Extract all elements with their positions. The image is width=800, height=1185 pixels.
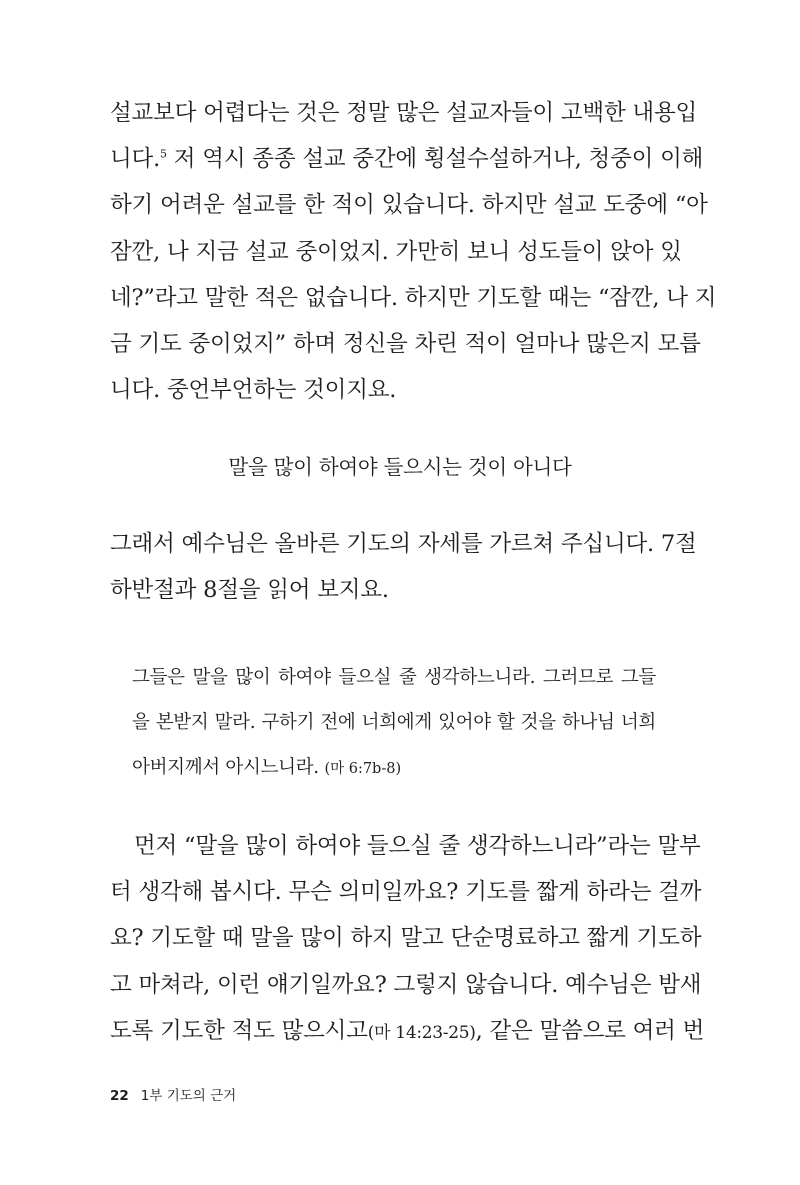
paragraph-1 (110, 90, 717, 413)
paragraph-3 (110, 823, 705, 1056)
page-footer (110, 1087, 236, 1105)
section-subheading: 말을 많이 하여야 들으시는 것이 아니다 (228, 455, 572, 479)
text-line: 설교보다 어렵다는 것은 정말 많은 설교자들이 고백한 내용입 (110, 100, 698, 126)
text-line (110, 136, 704, 182)
scripture-reference: (마 14:23-25) (367, 1022, 476, 1043)
text-line: 고 마쳐라, 이런 얘기일까요? 그렇지 않습니다. 예수님은 밤새 (110, 971, 702, 998)
text-fragment: , 같은 말씀으로 여러 번 (475, 1017, 705, 1044)
text-fragment: 저 역시 종종 설교 중간에 횡설수설하거나, 청중이 이해 (166, 146, 704, 173)
text-line: 니다. 중언부언하는 것이지요. (110, 377, 397, 404)
paragraph-2 (110, 521, 697, 613)
footnote-marker[interactable]: 5 (160, 147, 167, 161)
text-line: 하기 어려운 설교를 한 적이 있습니다. 하지만 설교 도중에 “아 (110, 192, 708, 219)
text-line: 잠깐, 나 지금 설교 중이었지. 가만히 보니 성도들이 앉아 있 (110, 238, 682, 265)
quote-line: 을 본받지 말라. 구하기 전에 너희에게 있어야 할 것을 하나님 너희 (132, 712, 656, 733)
text-line: 그래서 예수님은 올바른 기도의 자세를 가르쳐 주십니다. 7절 (110, 531, 697, 557)
text-line: 터 생각해 봅시다. 무슨 의미일까요? 기도를 짧게 하라는 걸까 (110, 879, 702, 906)
quote-line: 그들은 말을 많이 하여야 들으실 줄 생각하느니라. 그러므로 그들 (132, 667, 656, 688)
quote-line (132, 745, 656, 792)
text-line (110, 1008, 705, 1056)
text-line: 하반절과 8절을 읽어 보지요. (110, 577, 389, 604)
text-fragment: 도록 기도한 적도 많으시고 (110, 1017, 368, 1044)
text-line: 먼저 “말을 많이 하여야 들으실 줄 생각하느니라”라는 말부 (134, 833, 701, 859)
text-fragment: 니다. (110, 146, 161, 173)
scripture-reference: (마 6:7b-8) (324, 761, 402, 777)
scripture-quote (132, 655, 656, 792)
text-line: 요? 기도할 때 말을 많이 하지 말고 단순명료하고 짧게 기도하 (110, 925, 702, 952)
text-line: 금 기도 중이었지” 하며 정신을 차린 적이 얼마나 많은지 모릅 (110, 331, 701, 358)
text-line: 네?”라고 말한 적은 없습니다. 하지만 기도할 때는 “잠깐, 나 지 (110, 284, 717, 311)
page-number: 22 (110, 1088, 129, 1104)
text-fragment: 아버지께서 아시느니라. (132, 757, 325, 778)
section-title: 1부 기도의 근거 (140, 1088, 237, 1104)
